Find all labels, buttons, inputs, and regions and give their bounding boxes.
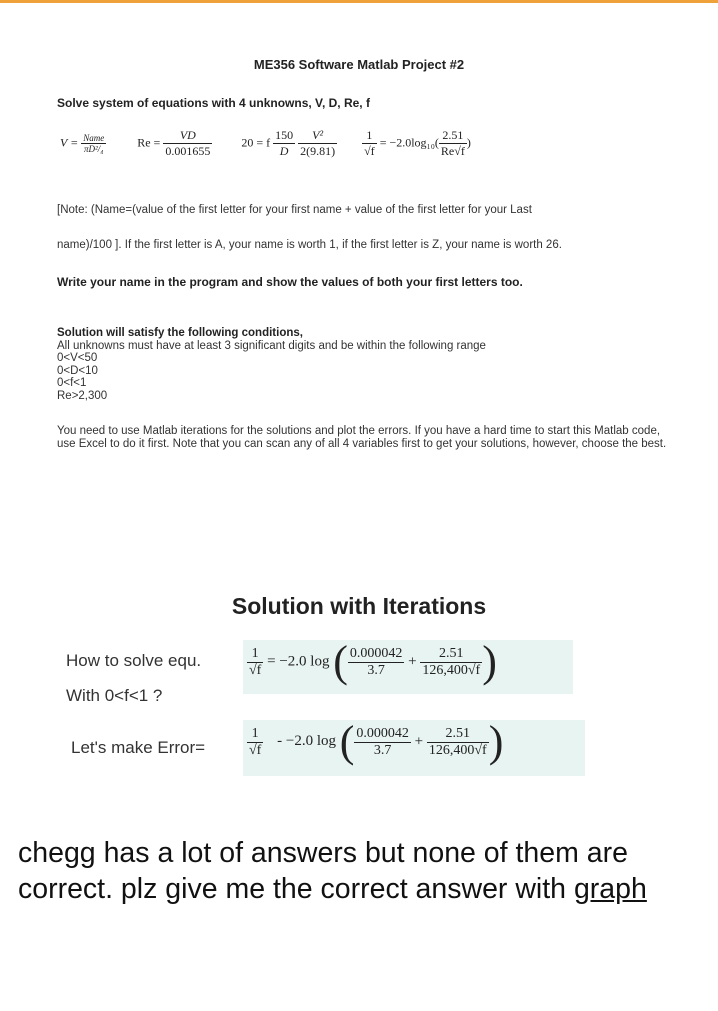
condition-f: 0<f<1 bbox=[57, 377, 87, 389]
colebrook-equation-box: $\frac{1}{√f}$ = −2.0 log ( $\frac{0.000042}{3.7}$ + $\frac{2.51}{126,400√f}$ ) bbox=[243, 640, 573, 694]
solution-conditions bbox=[57, 327, 486, 402]
condition-re: Re>2,300 bbox=[57, 389, 108, 402]
equation-colebrook: $\frac{1}{√f}$ = −2.0log₁₀( $\frac{2.51}{Re√f}$ ) bbox=[364, 128, 471, 158]
error-label: Let's make Error= bbox=[71, 738, 206, 757]
condition-d: 0<D<10 bbox=[57, 364, 98, 377]
equation-velocity: V = $\frac{\text{Name}}{\text{πD²/₄}}$ bbox=[60, 133, 105, 154]
task-statement: Solve system of equations with 4 unknowns, V, D, Re, f bbox=[57, 96, 370, 110]
top-accent-bar bbox=[0, 0, 718, 3]
equation-reynolds: Re = $\frac{VD}{0.001655}$ bbox=[137, 128, 211, 158]
user-comment: chegg has a lot of answers but none of them are correct. plz give me the correct answer with graph bbox=[18, 837, 647, 905]
note-instruction: Write your name in the program and show the values of both your first letters too. bbox=[57, 275, 523, 289]
graph-link[interactable]: graph bbox=[573, 873, 647, 905]
solution-heading: Solution will satisfy the following conditions, bbox=[57, 327, 303, 339]
error-equation-box: $\frac{1}{√f}$ - −2.0 log ( $\frac{0.000042}{3.7}$ + $\frac{2.51}{126,400√f}$ ) bbox=[243, 720, 585, 776]
question-range: With 0<f<1 ? bbox=[66, 686, 163, 705]
note-line-2: name)/100 ]. If the first letter is A, your name is worth 1, if the first letter is Z, your name is worth 26. bbox=[57, 239, 562, 251]
question-how-to-solve: How to solve equ. bbox=[66, 651, 202, 670]
condition-v: 0<V<50 bbox=[57, 352, 98, 364]
instructions-paragraph: You need to use Matlab iterations for the solutions and plot the errors. If you have a hard time to start this Matlab code, use Excel to do it first. Note that you can scan any of all 4 variables first to get your solutions, however, choose the best. bbox=[57, 425, 667, 450]
solution-requirement: All unknowns must have at least 3 significant digits and be within the following range bbox=[57, 339, 486, 352]
note-line-1: [Note: (Name=(value of the first letter for your first name + value of the first letter for your Last bbox=[57, 204, 532, 216]
equation-head-loss: 20 = f $\frac{150}{D}$ $\frac{\text{V²}}{2(9.81)}$ bbox=[241, 128, 336, 158]
document-title: ME356 Software Matlab Project #2 bbox=[253, 57, 465, 72]
iterations-heading: Solution with Iterations bbox=[231, 593, 487, 619]
equations-row bbox=[60, 128, 489, 159]
